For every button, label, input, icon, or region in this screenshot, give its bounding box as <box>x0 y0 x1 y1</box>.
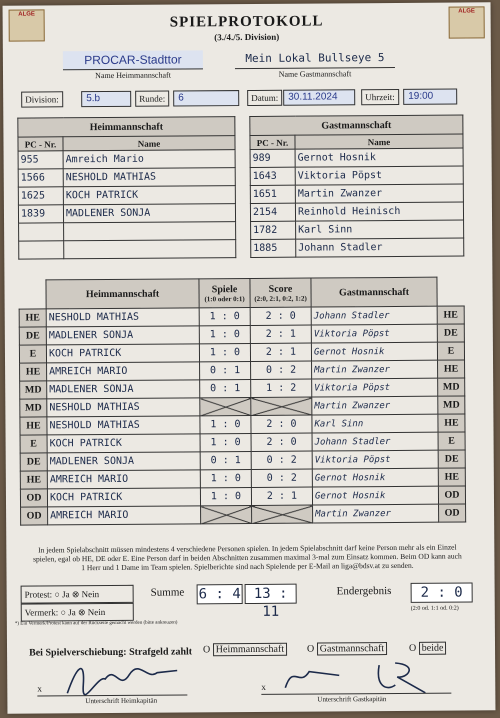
home-roster-pc-cell[interactable]: 955 <box>18 151 63 169</box>
league-logo-right: ALGE <box>449 6 485 38</box>
game-home-player[interactable]: NESHOLD MATHIAS <box>47 398 200 417</box>
game-type-right: MD <box>438 378 465 396</box>
game-type-left: MD <box>20 399 47 417</box>
home-roster-row <box>18 204 235 224</box>
game-score-cell[interactable]: 2 : 1 <box>250 325 311 343</box>
vermerk-note: *) Ein Vermerk/Protest kann auf der Rückseite gemacht werden (bitte ankreuzen) <box>14 620 178 627</box>
away-roster-pc-cell[interactable]: 1643 <box>250 167 295 185</box>
game-type-right: OD <box>438 486 465 504</box>
sig-away-x: x <box>261 681 266 692</box>
game-spiele-cell[interactable]: 0 : 1 <box>200 361 251 379</box>
game-type-right: OD <box>439 504 466 522</box>
away-roster-name-cell[interactable]: Martin Zwanzer <box>295 184 463 203</box>
home-roster-pc-cell[interactable] <box>19 223 64 241</box>
games-col-home: Heimmannschaft <box>46 279 199 309</box>
away-roster-pc-cell[interactable]: 1651 <box>250 185 295 203</box>
round-label: Runde: <box>135 91 169 107</box>
time-label: Uhrzeit: <box>361 89 399 105</box>
game-score-cell[interactable]: 2 : 0 <box>250 307 311 325</box>
protest-nein-radio[interactable]: ⊗ Nein <box>71 589 100 600</box>
home-team-label: Name Heimmannschaft <box>95 70 171 81</box>
away-team-label: Name Gastmannschaft <box>278 69 352 79</box>
game-score-cell[interactable]: 0 : 2 <box>251 451 312 469</box>
game-score-cell[interactable]: 2 : 1 <box>251 487 312 505</box>
game-away-player[interactable]: Karl Sinn <box>312 414 438 433</box>
game-type-right: HE <box>438 414 465 432</box>
away-roster-col-pc: PC - Nr. <box>250 135 295 149</box>
game-type-right: E <box>438 432 465 450</box>
game-type-left: HE <box>20 363 47 381</box>
game-away-player[interactable]: Martin Zwanzer <box>313 504 439 523</box>
game-score-cell[interactable]: 2 : 0 <box>251 415 312 433</box>
away-roster-col-name: Name <box>295 134 463 149</box>
game-home-player[interactable]: MADLENER SONJA <box>47 380 200 399</box>
time-field[interactable]: 19:00 <box>403 89 457 105</box>
away-roster-name-cell[interactable]: Johann Stadler <box>296 238 464 257</box>
game-type-left: DE <box>19 327 46 345</box>
game-type-left: OD <box>21 507 48 525</box>
sig-home-x: x <box>37 683 42 694</box>
game-score-cell[interactable] <box>251 397 312 415</box>
home-roster-name-cell[interactable]: MADLENER SONJA <box>63 204 235 223</box>
away-roster-row <box>250 166 463 185</box>
summe-score-field[interactable]: 13 : 11 <box>245 584 297 604</box>
endergebnis-note: (2:0 od. 1:1 od. 0:2) <box>410 605 459 612</box>
home-team-field[interactable]: PROCAR-Stadttor <box>63 50 203 70</box>
game-home-player[interactable]: NESHOLD MATHIAS <box>46 308 199 327</box>
game-home-player[interactable]: NESHOLD MATHIAS <box>47 416 200 435</box>
game-score-cell[interactable]: 1 : 2 <box>251 379 312 397</box>
game-home-player[interactable]: KOCH PATRICK <box>46 344 199 363</box>
date-field[interactable]: 30.11.2024 <box>283 89 355 106</box>
protest-label: Protest: <box>24 589 53 600</box>
game-spiele-cell[interactable]: 1 : 0 <box>200 469 251 487</box>
away-roster-row <box>250 202 463 221</box>
round-field[interactable]: 6 <box>173 90 239 106</box>
away-roster-table <box>249 114 464 257</box>
away-roster-row <box>250 148 463 167</box>
score-sheet <box>3 2 496 713</box>
game-score-cell[interactable]: 0 : 2 <box>251 469 312 487</box>
game-type-left: HE <box>20 471 47 489</box>
games-col-away: Gastmannschaft <box>311 277 437 307</box>
home-roster-pc-cell[interactable]: 1839 <box>18 205 63 223</box>
game-away-player[interactable]: Johann Stadler <box>311 306 437 325</box>
home-roster-name-cell[interactable]: Amreich Mario <box>63 150 235 169</box>
game-home-player[interactable]: AMREICH MARIO <box>47 362 200 381</box>
game-type-left: E <box>20 435 47 453</box>
game-spiele-cell[interactable]: 1 : 0 <box>199 325 250 343</box>
division-label: Division: <box>21 91 63 107</box>
verschiebung-label: Bei Spielverschiebung: Strafgeld zahlt <box>29 646 193 659</box>
penalty-gast-option[interactable]: O Gastmannschaft <box>307 643 387 655</box>
away-roster-title: Gastmannschaft <box>250 115 463 135</box>
game-spiele-cell[interactable] <box>201 505 252 523</box>
vermerk-label: Vermerk: <box>24 607 59 618</box>
endergebnis-field[interactable]: 2 : 0 <box>411 582 473 602</box>
signature-home <box>57 654 187 699</box>
home-roster-pc-cell[interactable]: 1566 <box>18 169 63 187</box>
away-roster-row <box>251 220 464 239</box>
game-type-right: MD <box>438 396 465 414</box>
home-roster-row <box>19 240 236 260</box>
games-col-score: Score <box>268 283 293 295</box>
game-type-right: HE <box>438 360 465 378</box>
game-type-right: E <box>437 342 464 360</box>
home-roster-row <box>18 168 235 188</box>
away-roster-row <box>250 184 463 203</box>
home-roster-row <box>18 186 235 206</box>
away-roster-row <box>251 238 464 257</box>
away-team-field[interactable]: Mein Lokal Bullseye 5 <box>235 51 395 69</box>
games-col-spiele-sub: (1:0 oder 0:1) <box>204 294 245 303</box>
game-type-right: DE <box>437 324 464 342</box>
away-roster-pc-cell[interactable]: 2154 <box>250 203 295 221</box>
game-home-player[interactable]: MADLENER SONJA <box>47 452 200 471</box>
game-score-cell[interactable] <box>252 505 313 523</box>
game-away-player[interactable]: Viktoria Pöpst <box>312 378 438 397</box>
game-spiele-cell[interactable]: 1 : 0 <box>199 307 250 325</box>
endergebnis-label: Endergebnis <box>336 585 392 598</box>
game-type-right: DE <box>438 450 465 468</box>
protest-row <box>21 585 134 604</box>
home-roster-col-pc: PC - Nr. <box>18 137 63 151</box>
summe-spiele-field[interactable]: 6 : 4 <box>197 584 243 604</box>
home-roster-row <box>19 222 236 242</box>
game-away-player[interactable]: Gernot Hosnik <box>311 342 437 361</box>
signature-away <box>279 657 439 698</box>
vermerk-row <box>21 603 134 622</box>
game-home-player[interactable]: AMREICH MARIO <box>48 506 201 525</box>
home-roster-name-cell[interactable]: NESHOLD MATHIAS <box>63 168 235 187</box>
away-roster-name-cell[interactable]: Viktoria Pöpst <box>295 166 463 185</box>
game-type-left: MD <box>20 381 47 399</box>
home-roster-name-cell[interactable] <box>64 240 236 259</box>
vermerk-ja-radio[interactable]: ○ Ja <box>60 607 76 618</box>
games-table <box>18 276 466 525</box>
game-spiele-cell[interactable]: 0 : 1 <box>200 451 251 469</box>
game-away-player[interactable]: Martin Zwanzer <box>312 396 438 415</box>
away-roster-name-cell[interactable]: Karl Sinn <box>296 220 464 239</box>
game-away-player[interactable]: Johann Stadler <box>312 432 438 451</box>
game-spiele-cell[interactable]: 1 : 0 <box>199 343 250 361</box>
game-type-right: HE <box>438 468 465 486</box>
game-away-player[interactable]: Martin Zwanzer <box>312 360 438 379</box>
game-row <box>21 504 466 525</box>
game-home-player[interactable]: MADLENER SONJA <box>46 326 199 345</box>
date-label: Datum: <box>247 90 282 106</box>
game-spiele-cell[interactable]: 0 : 1 <box>200 379 251 397</box>
league-logo-left: ALGE <box>9 9 45 41</box>
game-score-cell[interactable]: 2 : 0 <box>251 433 312 451</box>
game-type-left: HE <box>20 417 47 435</box>
home-roster-name-cell[interactable] <box>64 222 236 241</box>
away-roster-pc-cell[interactable]: 1885 <box>251 239 296 257</box>
home-roster-title: Heimmannschaft <box>18 117 235 138</box>
summe-label: Summe <box>150 586 185 599</box>
game-away-player[interactable]: Gernot Hosnik <box>312 468 438 487</box>
home-roster-table <box>17 116 236 260</box>
home-roster-name-cell[interactable]: KOCH PATRICK <box>63 186 235 205</box>
game-spiele-cell[interactable]: 1 : 0 <box>200 415 251 433</box>
game-type-left: E <box>19 345 46 363</box>
home-roster-row <box>18 150 235 170</box>
games-col-score-sub: (2:0, 2:1, 0:2, 1:2) <box>254 294 307 303</box>
protest-ja-radio[interactable]: ○ Ja <box>54 589 70 600</box>
game-score-cell[interactable]: 2 : 1 <box>250 343 311 361</box>
game-spiele-cell[interactable]: 1 : 0 <box>200 433 251 451</box>
sig-away-label: Unterschrift Gastkapitän <box>317 695 387 704</box>
division-field[interactable]: 5.b <box>81 91 131 107</box>
game-type-left: DE <box>20 453 47 471</box>
sig-home-label: Unterschrift Heimkapitän <box>85 696 158 706</box>
game-type-left: HE <box>19 309 46 327</box>
game-type-left: OD <box>20 489 47 507</box>
rules-text: In jedem Spielabschnitt müssen mindestens 4 verschiedene Personen spielen. In jedem Spielabschnitt darf keine Person mehr als ein Einzel spielen, egal ob HE, DE oder E. Eine Person darf in beiden Abschnitten zusammen maximal 3-mal zum Einsatz kommen. Beim OD kann auch 1 Herr und 1 Dame im Team spielen. Spielberichte sind nach Spielende per E-Mail an liga@bdsv.at zu senden. <box>33 542 462 573</box>
game-away-player[interactable]: Viktoria Pöpst <box>311 324 437 343</box>
page-subtitle: (3./4./5. Division) <box>214 31 280 43</box>
home-roster-pc-cell[interactable]: 1625 <box>18 187 63 205</box>
away-roster-pc-cell[interactable]: 1782 <box>251 221 296 239</box>
home-roster-col-name: Name <box>63 136 235 151</box>
page-title: SPIELPROTOKOLL <box>169 13 324 31</box>
game-type-right: HE <box>437 306 464 324</box>
vermerk-nein-radio[interactable]: ⊗ Nein <box>77 607 106 618</box>
game-spiele-cell[interactable]: 1 : 0 <box>200 487 251 505</box>
game-spiele-cell[interactable] <box>200 397 251 415</box>
game-score-cell[interactable]: 0 : 2 <box>251 361 312 379</box>
home-roster-pc-cell[interactable] <box>19 241 64 259</box>
game-home-player[interactable]: KOCH PATRICK <box>47 488 200 507</box>
game-away-player[interactable]: Viktoria Pöpst <box>312 450 438 469</box>
away-roster-name-cell[interactable]: Gernot Hosnik <box>295 148 463 167</box>
away-roster-pc-cell[interactable]: 989 <box>250 149 295 167</box>
games-col-spiele: Spiele <box>211 283 238 295</box>
penalty-heim-option[interactable]: O Heimmannschaft <box>203 644 287 656</box>
away-roster-name-cell[interactable]: Reinhold Heinisch <box>295 202 463 221</box>
game-home-player[interactable]: AMREICH MARIO <box>47 470 200 489</box>
game-home-player[interactable]: KOCH PATRICK <box>47 434 200 453</box>
penalty-beide-option[interactable]: O beide <box>409 643 446 654</box>
game-away-player[interactable]: Gernot Hosnik <box>312 486 438 505</box>
